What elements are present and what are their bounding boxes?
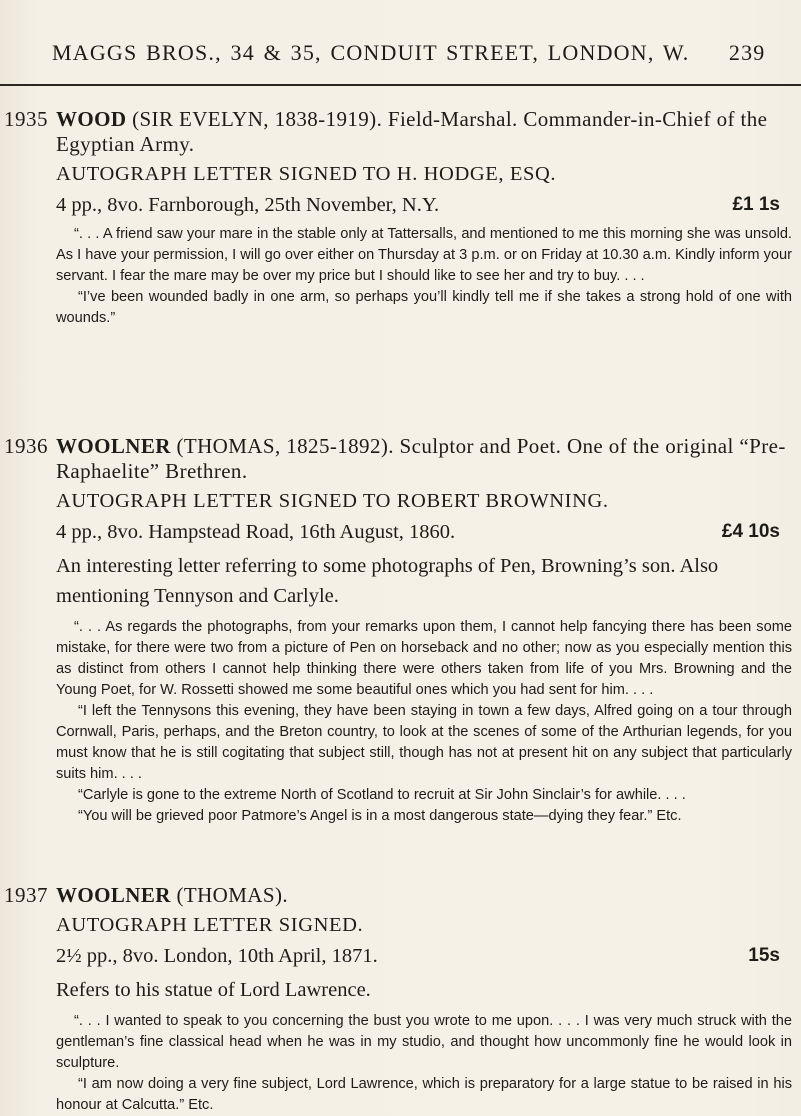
item-title: AUTOGRAPH LETTER SIGNED TO H. HODGE, ESQ. (56, 163, 557, 185)
quote-paragraph: “. . . A friend saw your mare in the stable only at Tattersalls, and mentioned to me this morning she was unsold. As I have your permission, I will go over either on Thursday at 3 p.m. or on Friday at 10.30 a.m. Kindly inform your servant. I fear the mare may be over my price but I should like to see her and try to buy. . . . (56, 226, 792, 284)
quote-paragraph: “I am now doing a very fine subject, Lord Lawrence, which is preparatory for a large statue to be raised in his honour at Calcutta.” Etc. (56, 1076, 792, 1113)
item-details (56, 192, 792, 218)
letter-quote (56, 224, 792, 329)
item-description: Refers to his statue of Lord Lawrence. (56, 979, 371, 1001)
subject-description: (THOMAS, 1825-1892). Sculptor and Poet. One of the original “Pre-Raphaelite” Brethren. (56, 434, 786, 483)
lot-body (56, 883, 792, 1116)
lot-heading (56, 434, 792, 484)
quote-paragraph: “Carlyle is gone to the extreme North of Scotland to recruit at Sir John Sinclair’s for awhile. . . . (78, 787, 686, 803)
quote-paragraph: “. . . I wanted to speak to you concerning the bust you wrote to me upon. . . . I was very much struck with the gentleman’s fine classical head when he was in my studio, and thought how uncommonly fine he would look in sculpture. (56, 1013, 792, 1071)
subject-name: WOOLNER (56, 883, 171, 907)
running-header (52, 40, 782, 66)
subject-name: WOOLNER (56, 434, 171, 458)
price: £4 10s (721, 521, 780, 542)
page-number: 239 (728, 40, 766, 65)
lot-heading (56, 107, 792, 157)
item-description: An interesting letter referring to some photographs of Pen, Browning’s son. Also mentioning Tennyson and Carlyle. (56, 555, 719, 607)
quote-paragraph: “You will be grieved poor Patmore’s Angel is in a most dangerous state—dying they fear.” Etc. (78, 808, 682, 824)
header-rule (0, 84, 801, 86)
lot-number: 1937 (4, 883, 48, 907)
format-and-date: 4 pp., 8vo. Hampstead Road, 16th August, 1860. (56, 521, 456, 543)
header-text: MAGGS BROS., 34 & 35, CONDUIT STREET, LONDON, W. (52, 40, 690, 65)
lot-body (56, 434, 792, 827)
lot-heading (56, 883, 792, 908)
letter-quote (56, 617, 792, 827)
format-and-date: 2½ pp., 8vo. London, 10th April, 1871. (56, 945, 378, 967)
quote-paragraph: “. . . As regards the photographs, from your remarks upon them, I cannot help fancying there has been some mistake, for there were two from a picture of Pen on horseback and no other; now as you especially mention this as distinct from others I cannot help thinking there were others taken from life of you Mrs. Browning and the Young Poet, for W. Rossetti showed me some beautiful ones which you had sent for him. . . . (56, 619, 792, 698)
item-title: AUTOGRAPH LETTER SIGNED TO ROBERT BROWNING. (56, 490, 609, 512)
format-and-date: 4 pp., 8vo. Farnborough, 25th November, N.Y. (56, 194, 440, 216)
item-details (56, 943, 792, 969)
item-details (56, 519, 792, 545)
lot-body (56, 107, 792, 329)
price: £1 1s (732, 194, 780, 215)
subject-name: WOOD (56, 107, 127, 131)
price: 15s (748, 945, 780, 966)
quote-paragraph: “I’ve been wounded badly in one arm, so perhaps you’ll kindly tell me if she takes a strong hold of one with wounds.” (56, 289, 792, 326)
item-title: AUTOGRAPH LETTER SIGNED. (56, 914, 364, 936)
subject-description: (SIR EVELYN, 1838-1919). Field-Marshal. Commander-in-Chief of the Egyptian Army. (56, 107, 768, 156)
quote-paragraph: “I left the Tennysons this evening, they have been staying in town a few days, Alfred going on a tour through Cornwall, Paris, perhaps, and the Breton country, to look at the scenes of some of the Arthurian legends, for you must know that he is still cogitating that subject still, though has not at present hit on any subject that particularly suits him. . . . (56, 703, 792, 782)
subject-description: (THOMAS). (170, 883, 288, 907)
lot-number: 1936 (4, 434, 48, 458)
lot-number: 1935 (4, 107, 48, 131)
letter-quote (56, 1011, 792, 1116)
